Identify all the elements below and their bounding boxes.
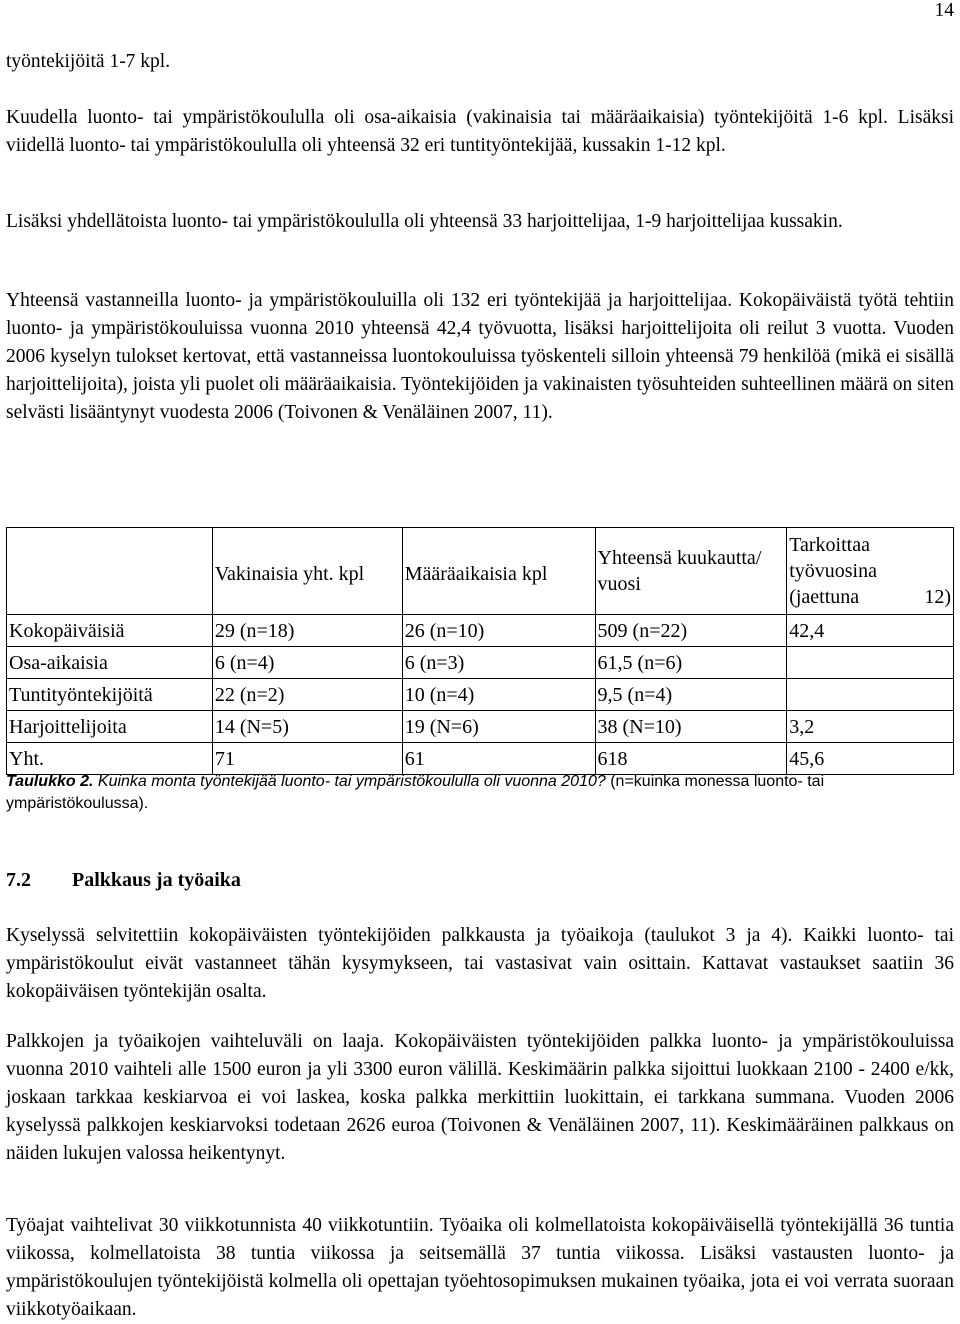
- table-row: [7, 743, 954, 775]
- cell-maaraaikaisia: 26 (n=10): [402, 615, 595, 647]
- paragraph-0: työntekijöitä 1-7 kpl.: [6, 51, 171, 72]
- cell-vakinaisia: 6 (n=4): [212, 647, 402, 679]
- row-label: Kokopäiväisiä: [7, 615, 213, 647]
- table-header-row: [7, 528, 954, 615]
- cell-yhteensa: 61,5 (n=6): [595, 647, 787, 679]
- caption-label: Taulukko 2.: [6, 773, 94, 790]
- cell-yhteensa: 9,5 (n=4): [595, 679, 787, 711]
- row-label: Harjoittelijoita: [7, 711, 213, 743]
- paragraph-4: Kyselyssä selvitettiin kokopäiväisten työntekijöiden palkkausta ja työaikoja (taulukot 3 ja 4). Kaikki luonto- tai ympäristökoulut eivät vastanneet tähän kysymykseen, tai vastasivat vain osittain. Kattavat vastaukset saatiin 36 kokopäiväisen työntekijän osalta.: [6, 925, 954, 1002]
- cell-yhteensa: 38 (N=10): [595, 711, 787, 743]
- cell-vakinaisia: 22 (n=2): [212, 679, 402, 711]
- header-maaraaikaisia: Määräaikaisia kpl: [402, 528, 595, 615]
- cell-vakinaisia: 14 (N=5): [212, 711, 402, 743]
- page-number: 14: [934, 0, 954, 21]
- section-heading: [6, 869, 241, 892]
- header-tyovuosina: Tarkoittaa työvuosina (jaettuna 12): [787, 528, 954, 615]
- cell-maaraaikaisia: 61: [402, 743, 595, 775]
- employee-table: [6, 527, 954, 775]
- cell-tyovuosina: 3,2: [787, 711, 954, 743]
- header-blank: [7, 528, 213, 615]
- section-number: 7.2: [6, 869, 31, 891]
- row-label: Tuntityöntekijöitä: [7, 679, 213, 711]
- cell-vakinaisia: 29 (n=18): [212, 615, 402, 647]
- cell-yhteensa: 618: [595, 743, 787, 775]
- table-row: [7, 679, 954, 711]
- paragraph-2: Lisäksi yhdellätoista luonto- tai ympäristökoululla oli yhteensä 33 harjoittelijaa, 1-9 harjoittelijaa kussakin.: [6, 211, 843, 232]
- paragraph-1: Kuudella luonto- tai ympäristökoululla oli osa-aikaisia (vakinaisia tai määräaikaisia) työntekijöitä 1-6 kpl. Lisäksi viidellä luonto- tai ympäristökoululla oli yhteensä 32 eri tuntityöntekijää, kussakin 1-12 kpl.: [6, 107, 954, 156]
- section-title: Palkkaus ja työaika: [72, 869, 241, 891]
- cell-yhteensa: 509 (n=22): [595, 615, 787, 647]
- header-yhteensa: Yhteensä kuukautta/ vuosi: [595, 528, 787, 615]
- caption-note: (n=kuinka monessa luonto- tai ympäristökoulussa).: [6, 773, 825, 812]
- table-row: [7, 647, 954, 679]
- paragraph-5: Palkkojen ja työaikojen vaihteluväli on laaja. Kokopäiväisten työntekijöiden palkka luonto- ja ympäristökouluissa vuonna 2010 vaihteli alle 1500 euron ja yli 3300 euron välillä. Keskimäärin palkka sijoittui luokkaan 2100 - 2400 e/kk, joskaan tarkkaa keskiarvoa ei voi laskea, koska palkka merkittiin luokittain, ei tarkkana summana. Vuoden 2006 kyselyssä palkkojen keskiarvoksi todetaan 2626 euroa (Toivonen & Venäläinen 2007, 11). Keskimääräinen palkkaus on näiden lukujen valossa heikentynyt.: [6, 1031, 954, 1164]
- caption-question: Kuinka monta työntekijää luonto- tai ympäristökoululla oli vuonna 2010?: [97, 773, 606, 790]
- table-caption: [6, 771, 946, 815]
- cell-tyovuosina: 45,6: [787, 743, 954, 775]
- row-label: Yht.: [7, 743, 213, 775]
- cell-maaraaikaisia: 6 (n=3): [402, 647, 595, 679]
- cell-tyovuosina: [787, 647, 954, 679]
- cell-tyovuosina: 42,4: [787, 615, 954, 647]
- table-row: [7, 615, 954, 647]
- row-label: Osa-aikaisia: [7, 647, 213, 679]
- header-vakinaisia: Vakinaisia yht. kpl: [212, 528, 402, 615]
- paragraph-3: Yhteensä vastanneilla luonto- ja ympäristökouluilla oli 132 eri työntekijää ja harjoittelijaa. Kokopäiväistä työtä tehtiin luonto- ja ympäristökouluissa vuonna 2010 yhteensä 42,4 työvuotta, lisäksi harjoittelijoita oli reilut 3 vuotta. Vuoden 2006 kyselyn tulokset kertovat, että vastanneissa luontokouluissa työskenteli silloin yhteensä 79 henkilöä (mikä ei sisällä harjoittelijoita), joista yli puolet oli määräaikaisia. Työntekijöiden ja vakinaisten työsuhteiden suhteellinen määrä on siten selvästi lisääntynyt vuodesta 2006 (Toivonen & Venäläinen 2007, 11).: [6, 290, 954, 423]
- cell-maaraaikaisia: 19 (N=6): [402, 711, 595, 743]
- table-row: [7, 711, 954, 743]
- cell-tyovuosina: [787, 679, 954, 711]
- cell-maaraaikaisia: 10 (n=4): [402, 679, 595, 711]
- paragraph-6: Työajat vaihtelivat 30 viikkotunnista 40 viikkotuntiin. Työaika oli kolmellatoista kokopäiväisellä työntekijällä 36 tuntia viikossa, kolmellatoista 38 tuntia viikossa ja seitsemällä 37 tuntia viikossa. Lisäksi vastausten luonto- ja ympäristökoulujen työntekijöistä kolmella oli opettajan työehtosopimuksen mukainen työaika, jota ei voi verrata suoraan viikkotyöaikaan.: [6, 1215, 954, 1320]
- cell-vakinaisia: 71: [212, 743, 402, 775]
